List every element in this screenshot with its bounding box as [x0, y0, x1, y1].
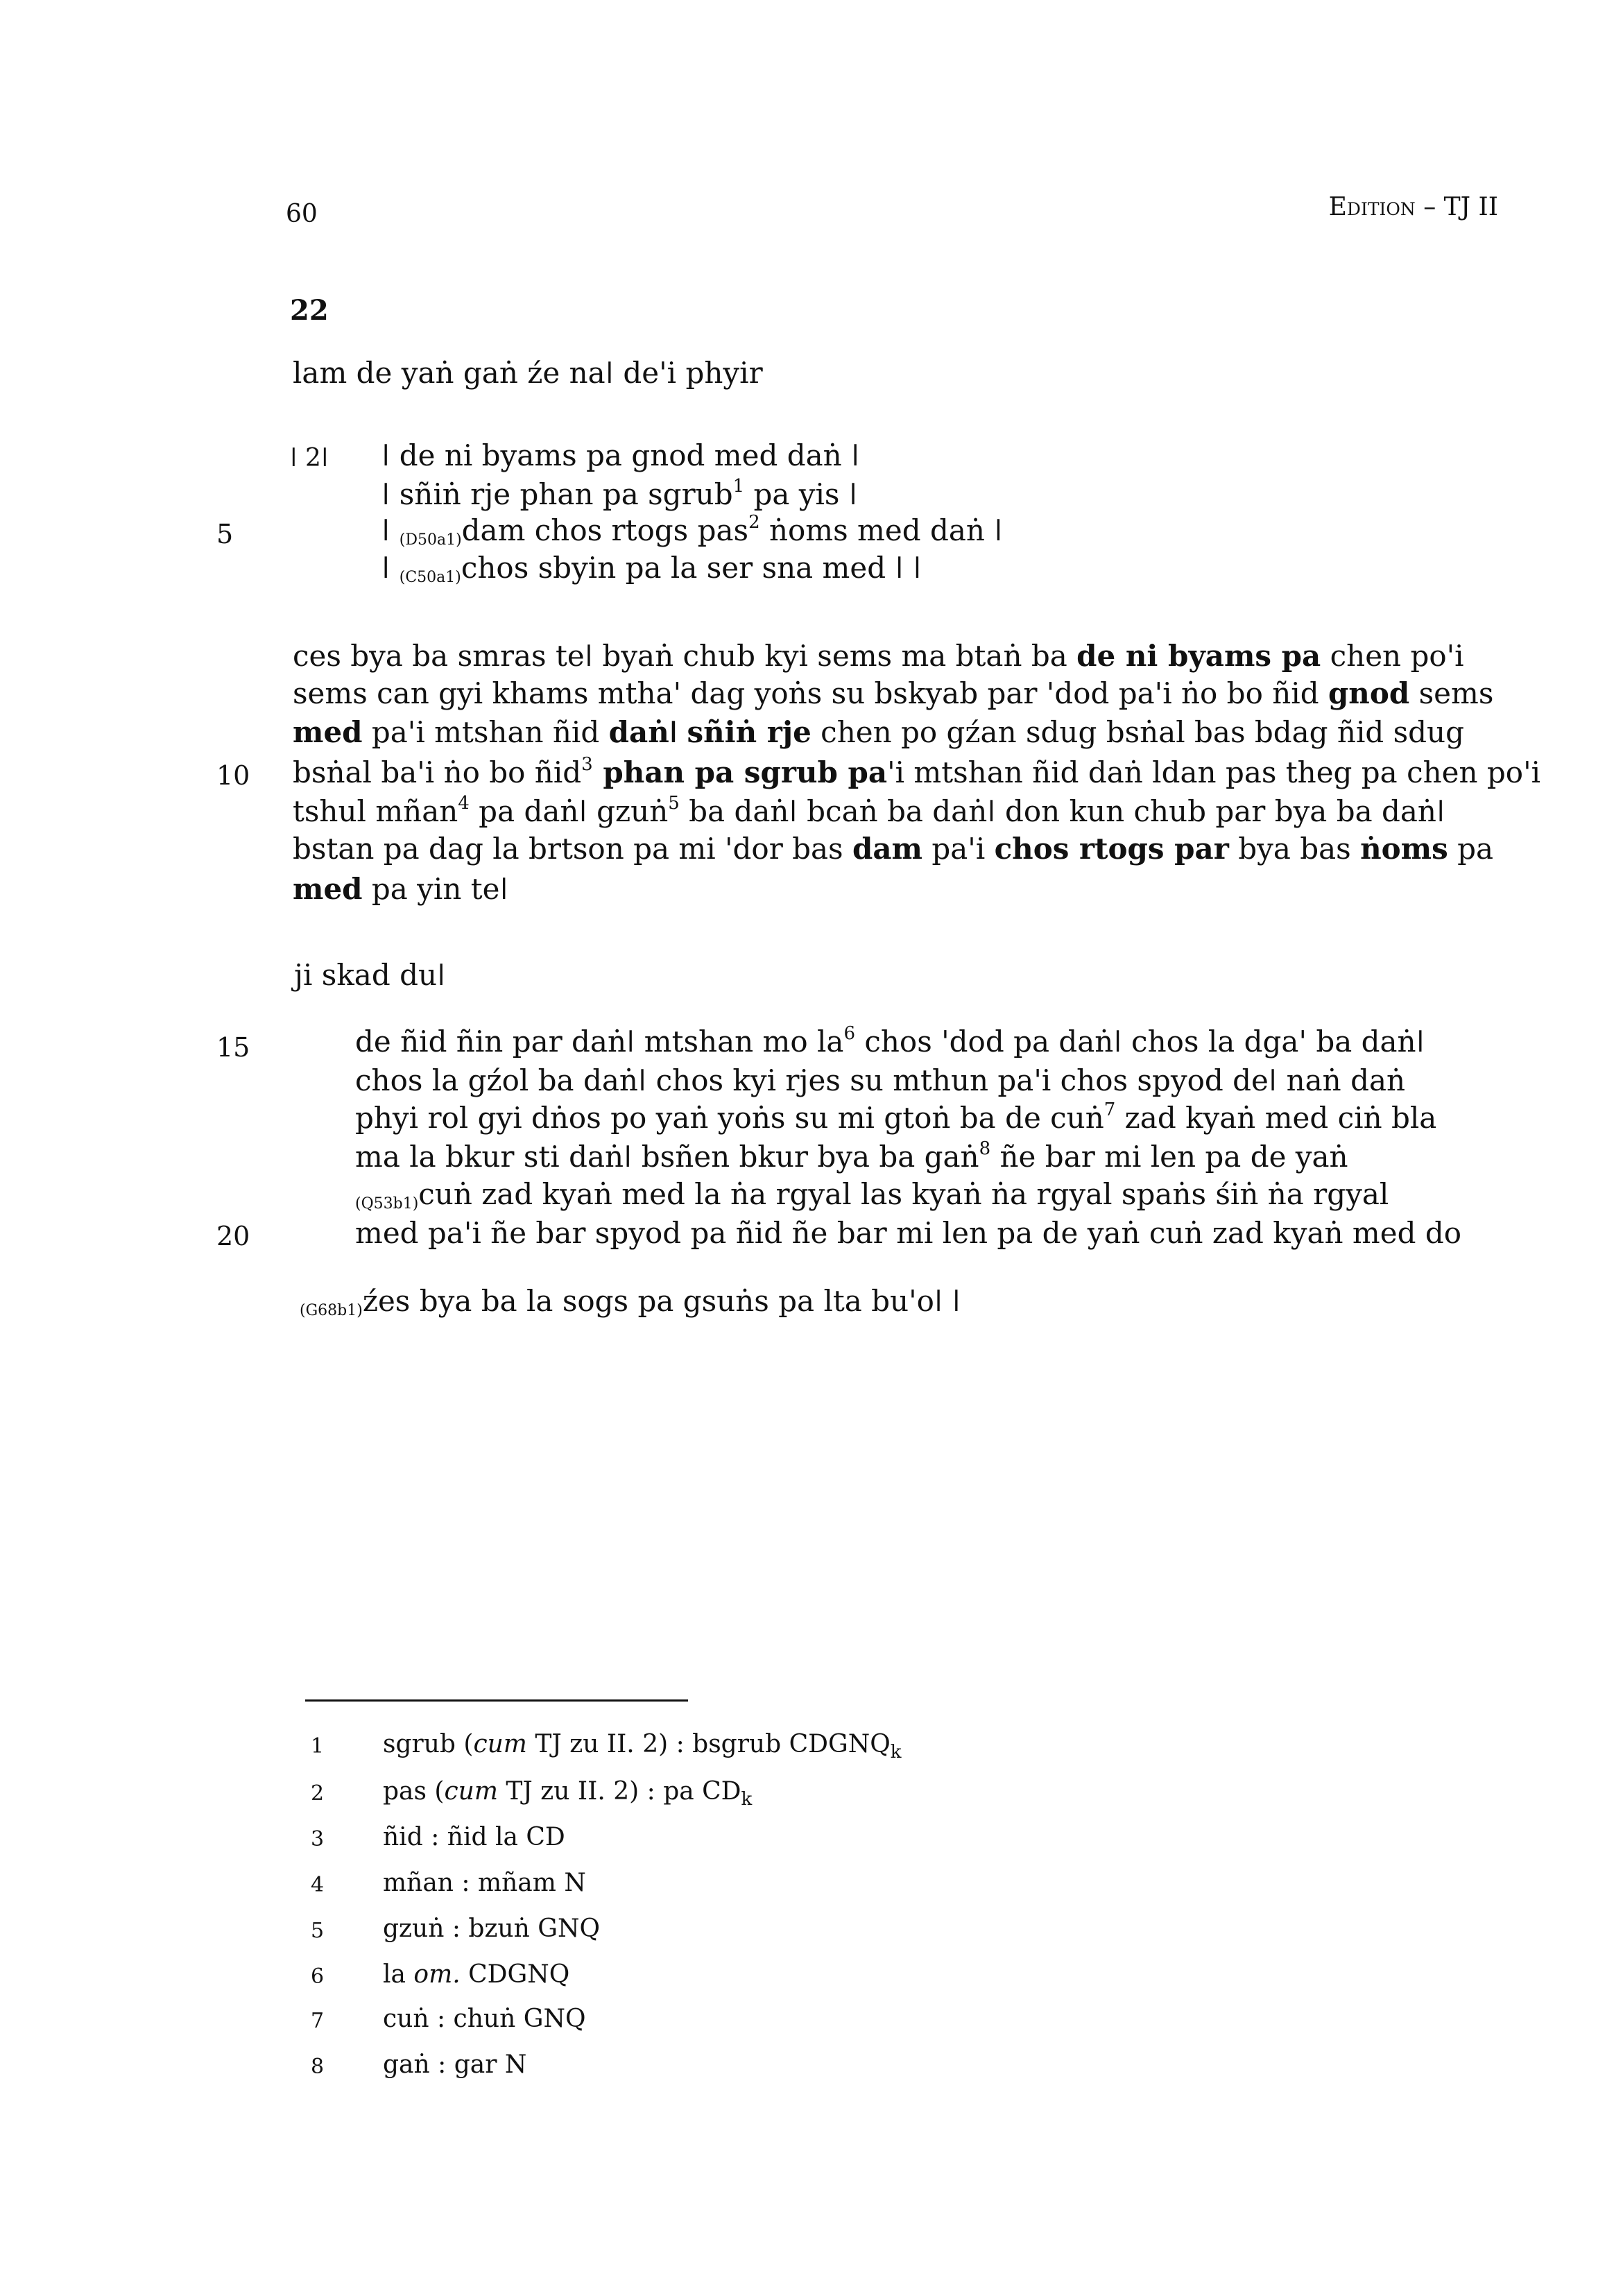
footnote-rule	[305, 1699, 688, 1702]
footnote-text: pas (cum TJ zu II. 2) : pa $CD_k$	[383, 1777, 753, 1810]
quote-line-3: phyi rol gyi dṅos po yaṅ yoṅs su mi gtoṅ ba de cuṅ$^7$ zad kyaṅ med ciṅ bla	[355, 1099, 1437, 1135]
running-title: Edition – TJ II	[1328, 193, 1498, 221]
commentary-line-3: med pa'i mtshan ñid daṅǀ sñiṅ rje chen po gźan sdug bsṅal bas bdag ñid sdug	[293, 715, 1464, 749]
quote-line-5: (Q53b1)cuṅ zad kyaṅ med la ṅa rgyal las kyaṅ ṅa rgyal spaṅs śiṅ ṅa rgyal	[355, 1177, 1389, 1213]
footnote-number: 5	[311, 1919, 325, 1943]
verse-number: ǀ 2ǀ	[290, 444, 329, 472]
commentary-line-4: bsṅal ba'i ṅo bo ñid$^3$ phan pa sgrub pa'i mtshan ñid daṅ ldan pas theg pa chen po'i	[293, 754, 1541, 789]
footnote-text: mñan : mñam N	[383, 1869, 586, 1897]
footnote-number: 1	[311, 1734, 325, 1758]
commentary-line-7: med pa yin teǀ	[293, 872, 508, 906]
quote-line-4: ma la bkur sti daṅǀ bsñen bkur bya ba gaṅ$^8$ ñe bar mi len pa de yaṅ	[355, 1138, 1348, 1174]
footnote-text: gzuṅ : bzuṅ GNQ	[383, 1914, 600, 1943]
siglum-G68b1: (G68b1)	[300, 1302, 363, 1319]
verse-line-1: ǀ de ni byams pa gnod med daṅ ǀ	[381, 438, 860, 472]
siglum-Q53b1: (Q53b1)	[355, 1195, 419, 1213]
section-lead: lam de yaṅ gaṅ źe naǀ de'i phyir	[293, 356, 763, 390]
commentary-line-1: ces bya ba smras teǀ byaṅ chub kyi sems ma btaṅ ba de ni byams pa chen po'i	[293, 639, 1464, 673]
siglum-D50a1: (D50a1)	[399, 531, 462, 549]
line-number-15: 15	[216, 1032, 250, 1063]
line-number-5: 5	[216, 519, 234, 549]
quote-line-2: chos la gźol ba daṅǀ chos kyi rjes su mthun pa'i chos spyod deǀ naṅ daṅ	[355, 1063, 1406, 1097]
closing-line: (G68b1)źes bya ba la sogs pa gsuṅs pa lta bu'oǀ ǀ	[300, 1284, 961, 1319]
question-line: ji skad duǀ	[294, 958, 446, 992]
commentary-line-6: bstan pa dag la brtson pa mi 'dor bas dam pa'i chos rtogs par bya bas ṅoms pa	[293, 832, 1493, 866]
section-number: 22	[290, 294, 329, 327]
footnote-text: cuṅ : chuṅ GNQ	[383, 2005, 586, 2033]
footnote-number: 3	[311, 1827, 325, 1851]
verse-line-4: ǀ (C50a1)chos sbyin pa la ser sna med ǀ ǀ	[381, 551, 922, 586]
footnote-text: la om. CDGNQ	[383, 1960, 570, 1989]
verse-line-2: ǀ sñiṅ rje phan pa sgrub$^1$ pa yis ǀ	[381, 476, 858, 511]
siglum-C50a1: (C50a1)	[399, 569, 461, 586]
footnote-number: 7	[311, 2009, 325, 2033]
verse-line-3: ǀ (D50a1)dam chos rtogs pas$^2$ ṅoms med daṅ ǀ	[381, 512, 1003, 549]
quote-line-6: med pa'i ñe bar spyod pa ñid ñe bar mi len pa de yaṅ cuṅ zad kyaṅ med do	[355, 1216, 1461, 1250]
quote-line-1: de ñid ñin par daṅǀ mtshan mo $la^6$ chos 'dod pa daṅǀ chos la dga' ba daṅǀ	[355, 1023, 1425, 1059]
footnote-text: sgrub (cum TJ zu II. 2) : bsgrub $CDGNQ_k$	[383, 1730, 902, 1763]
footnote-text: gaṅ : gar N	[383, 2050, 527, 2079]
footnote-number: 6	[311, 1964, 325, 1989]
commentary-line-5: tshul mñan$^4$ pa daṅǀ gzuṅ$^5$ ba daṅǀ bcaṅ ba daṅǀ don kun chub par bya ba daṅǀ	[293, 793, 1445, 828]
footnote-text: ñid : ñid la CD	[383, 1823, 565, 1851]
footnote-number: 2	[311, 1781, 325, 1806]
page-number: 60	[286, 200, 318, 228]
footnote-number: 4	[311, 1873, 325, 1897]
line-number-20: 20	[216, 1221, 250, 1251]
footnote-number: 8	[311, 2055, 325, 2079]
line-number-10: 10	[216, 760, 250, 791]
commentary-line-2: sems can gyi khams mtha' dag yoṅs su bskyab par 'dod pa'i ṅo bo ñid gnod sems	[293, 676, 1494, 710]
